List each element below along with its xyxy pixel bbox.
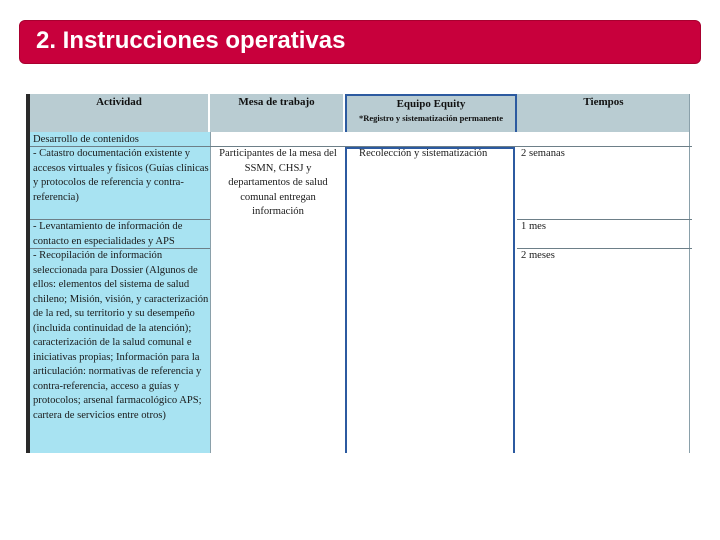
header-mesa xyxy=(210,94,345,132)
header-mesa-label: Mesa de trabajo xyxy=(238,96,315,108)
row1-actividad: - Catastro documentación existente y accesos virtuales y físicos (Guías clínicas y protocolos de referencia y contra-referencia) xyxy=(33,148,209,203)
section-title: Desarrollo de contenidos xyxy=(33,134,139,145)
header-actividad-label: Actividad xyxy=(96,96,142,108)
slide-title-bar xyxy=(19,20,701,64)
grid-vline xyxy=(689,94,690,453)
header-tiempos xyxy=(517,94,692,132)
row1-tiempo: 2 semanas xyxy=(521,148,565,159)
equity-column-highlight xyxy=(345,147,515,453)
row2-actividad: - Levantamiento de información de contacto en especialidades y APS xyxy=(33,221,183,247)
header-equipo-label: Equipo Equity xyxy=(396,98,466,110)
header-actividad xyxy=(30,94,210,132)
slide-title: 2. Instrucciones operativas xyxy=(36,27,346,54)
header-equipo xyxy=(345,94,517,132)
operations-table xyxy=(26,94,692,453)
grid-vline xyxy=(210,132,211,453)
row3-tiempo: 2 meses xyxy=(521,250,555,261)
row1-equipo: Recolección y sistematización xyxy=(359,148,488,159)
header-tiempos-label: Tiempos xyxy=(583,96,624,108)
row3-actividad: - Recopilación de información seleccionada para Dossier (Algunos de ellos: elementos del sistema de salud chileno; Misión, visión, y caracterización de la red, su territorio y su desempeño (incluida continuidad de la atención); caracterización de la salud comunal e iniciativas propias; Información para la articulación: normativas de referencia y contra-referencia, acceso a guías y protocolos; arsenal farmacológico APS; cartera de servicios entre otros) xyxy=(33,250,209,421)
row1-mesa: Participantes de la mesa del SSMN, CHSJ y departamentos de salud comunal entregan información xyxy=(219,148,337,217)
header-equipo-sub: *Registro y sistematización permanente xyxy=(358,113,504,123)
row2-tiempo: 1 mes xyxy=(521,221,547,232)
